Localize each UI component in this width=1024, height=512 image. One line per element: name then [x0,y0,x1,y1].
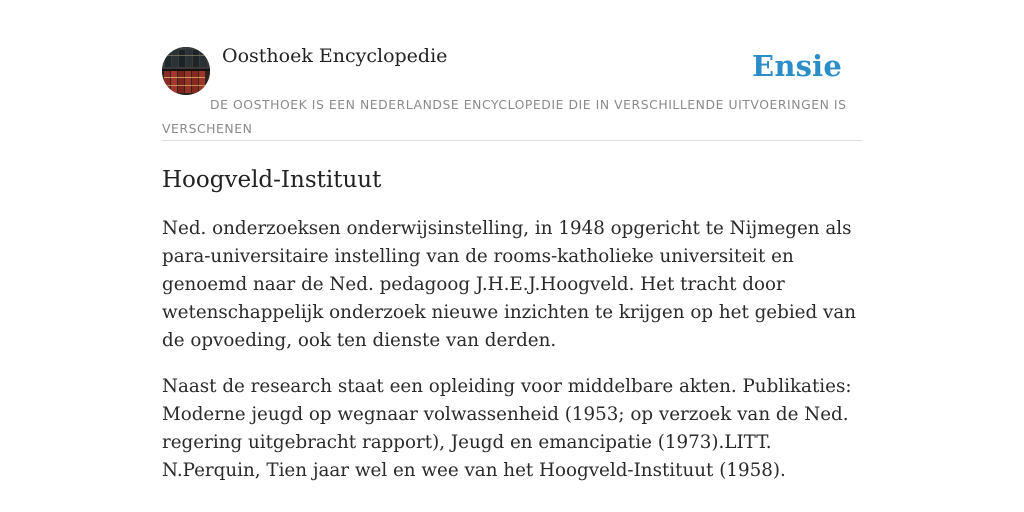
content-container [162,44,862,485]
site-header [162,44,862,141]
article-paragraph: Naast de research staat een opleiding voor middelbare akten. Publikaties: Moderne jeugd op wegnaar volwassenheid (1953; op verzoek van de Ned. regering uitgebracht rapport), Jeugd en emancipatie (1973).LITT. N.Perquin, Tien jaar wel en wee van het Hoogveld-Instituut (1958). [162,376,852,481]
article-paragraph: Ned. onderzoeksen onderwijsinstelling, in 1948 opgericht te Nijmegen als para-universitaire instelling van de rooms-katholieke universiteit en genoemd naar de Ned. pedagoog J.H.E.J.Hoogveld. Het tracht door wetenschappelijk onderzoek nieuwe inzichten te krijgen op het gebied van de opvoeding, ook ten dienste van derden. [162,218,857,351]
article [162,163,862,485]
site-tagline: DE OOSTHOEK IS EEN NEDERLANDSE ENCYCLOPEDIE DIE IN VERSCHILLENDE UITVOERINGEN IS VERSCHENEN [162,97,847,136]
article-title: Hoogveld-Instituut [162,167,382,193]
site-name-link[interactable]: Oosthoek Encyclopedie [222,45,448,67]
encyclopedia-books-icon[interactable] [162,47,210,95]
ensie-logo-link[interactable]: Ensie [752,49,842,83]
